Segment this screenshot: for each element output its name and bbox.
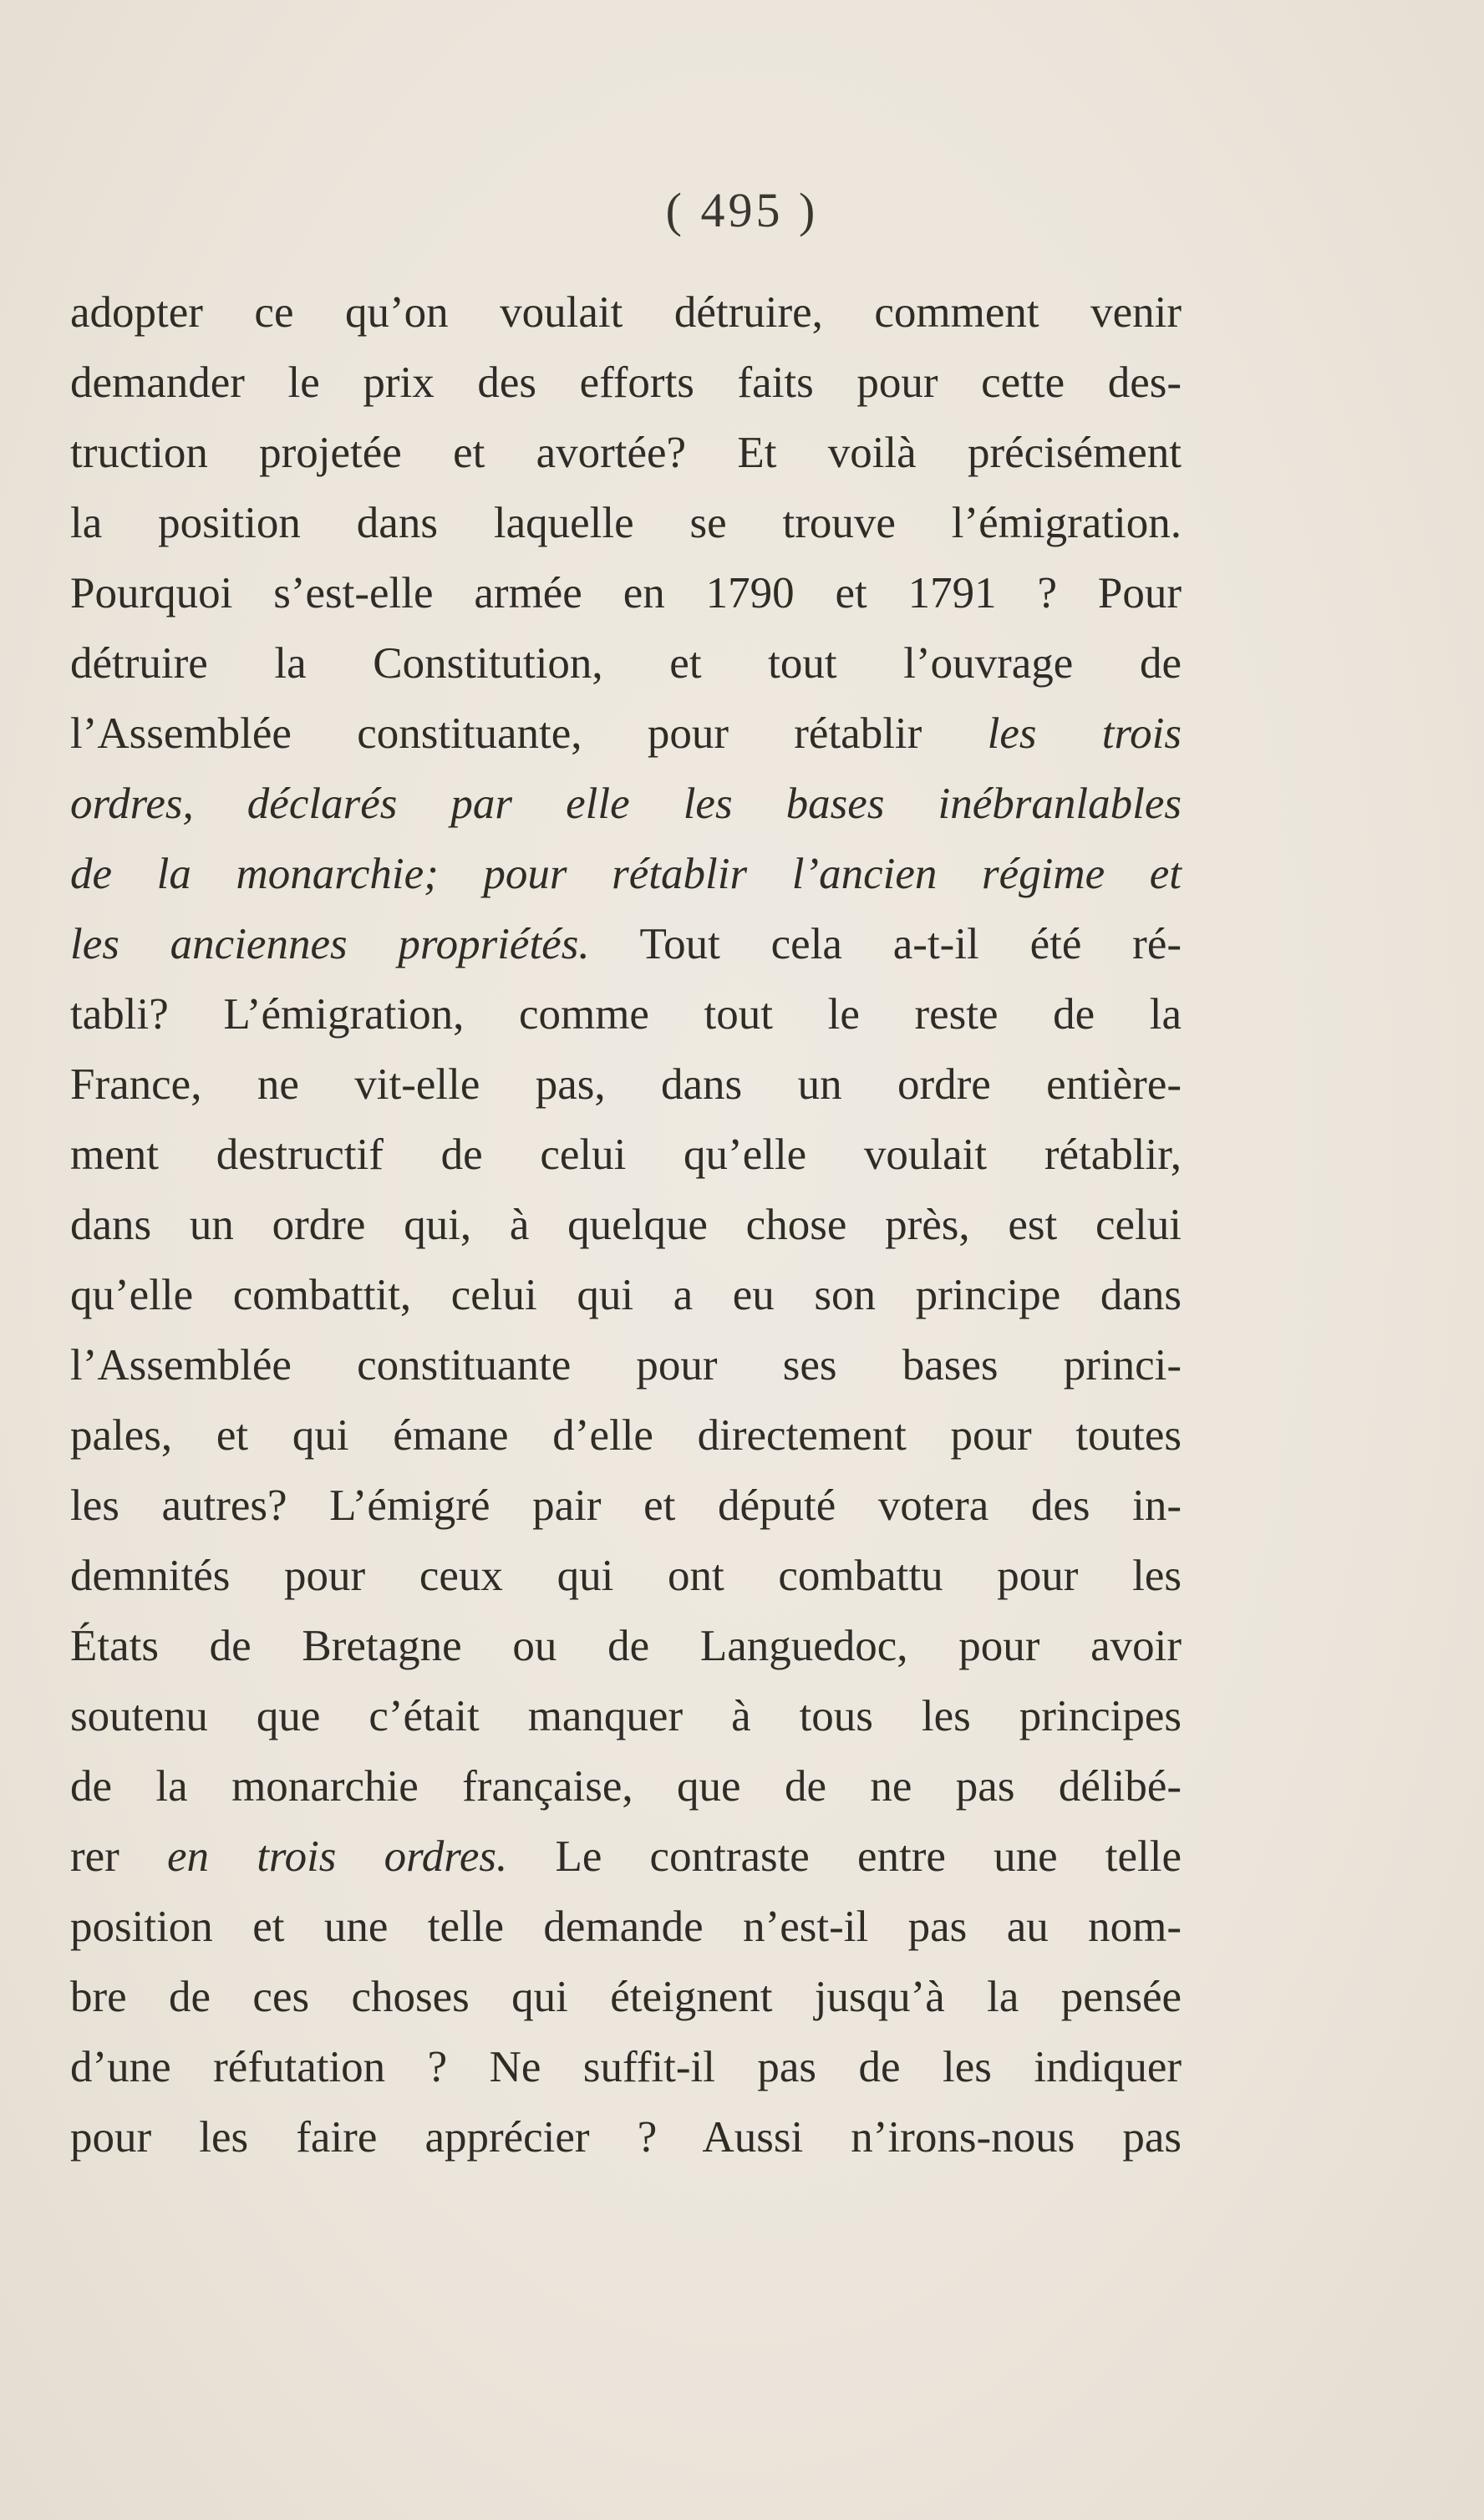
text-line bbox=[70, 1821, 1182, 1892]
text-run: détruire la Constitution, et tout l’ouvrage de bbox=[70, 639, 1182, 688]
text-run: les autres? L’émigré pair et député votera des in- bbox=[70, 1481, 1182, 1530]
text-run: demander le prix des efforts faits pour cette des- bbox=[70, 358, 1182, 407]
italic-text: ordres, déclarés par elle les bases inébranlables bbox=[70, 780, 1182, 828]
text-run: dans un ordre qui, à quelque chose près, est celui bbox=[70, 1201, 1182, 1249]
text-run: l’Assemblée constituante pour ses bases princi- bbox=[70, 1341, 1182, 1390]
text-line bbox=[70, 1330, 1182, 1400]
text-run: de la monarchie française, que de ne pas délibé- bbox=[70, 1762, 1182, 1811]
text-line bbox=[70, 1400, 1182, 1471]
text-line bbox=[70, 1049, 1182, 1120]
text-line bbox=[70, 1471, 1182, 1541]
text-run: la position dans laquelle se trouve l’émigration. bbox=[70, 499, 1182, 547]
text-run: demnités pour ceux qui ont combattu pour les bbox=[70, 1552, 1182, 1600]
text-run: Le contraste entre une telle bbox=[507, 1832, 1182, 1881]
text-line bbox=[70, 769, 1182, 839]
text-line bbox=[70, 1681, 1182, 1751]
text-line bbox=[70, 1962, 1182, 2032]
text-line bbox=[70, 348, 1182, 418]
text-line bbox=[70, 1751, 1182, 1821]
text-line bbox=[70, 488, 1182, 558]
text-line bbox=[70, 277, 1182, 348]
text-line bbox=[70, 418, 1182, 488]
text-run: France, ne vit-elle pas, dans un ordre entière- bbox=[70, 1060, 1182, 1109]
page-number: ( 495 ) bbox=[665, 183, 819, 237]
text-run: Tout cela a-t-il été ré- bbox=[589, 920, 1182, 968]
text-line bbox=[70, 1260, 1182, 1330]
italic-text: les anciennes propriétés. bbox=[70, 920, 590, 968]
text-line bbox=[70, 1892, 1182, 1962]
text-run: pour les faire apprécier ? Aussi n’irons-nous pas bbox=[70, 2113, 1182, 2162]
italic-text: les trois bbox=[987, 709, 1182, 758]
text-line bbox=[70, 2032, 1182, 2102]
text-run: rer bbox=[70, 1832, 167, 1881]
text-line bbox=[70, 1120, 1182, 1190]
text-line bbox=[70, 839, 1182, 909]
text-run: position et une telle demande n’est-il pas au nom- bbox=[70, 1903, 1182, 1951]
text-run: ment destructif de celui qu’elle voulait rétablir, bbox=[70, 1130, 1182, 1179]
text-line bbox=[70, 909, 1182, 979]
text-run: qu’elle combattit, celui qui a eu son principe dans bbox=[70, 1271, 1182, 1319]
text-line bbox=[70, 1541, 1182, 1611]
text-run: Pourquoi s’est-elle armée en 1790 et 1791 ? Pour bbox=[70, 569, 1182, 617]
text-line bbox=[70, 979, 1182, 1049]
text-line bbox=[70, 628, 1182, 699]
text-line bbox=[70, 699, 1182, 769]
text-line bbox=[70, 558, 1182, 628]
text-line bbox=[70, 1190, 1182, 1260]
text-run: l’Assemblée constituante, pour rétablir bbox=[70, 709, 988, 758]
text-run: d’une réfutation ? Ne suffit-il pas de les indiquer bbox=[70, 2043, 1182, 2091]
text-line bbox=[70, 2102, 1182, 2172]
text-line bbox=[70, 1611, 1182, 1681]
text-run: tabli? L’émigration, comme tout le reste de la bbox=[70, 990, 1182, 1039]
text-run: pales, et qui émane d’elle directement pour toutes bbox=[70, 1411, 1182, 1460]
text-run: bre de ces choses qui éteignent jusqu’à la pensée bbox=[70, 1973, 1182, 2021]
text-run: adopter ce qu’on voulait détruire, comment venir bbox=[70, 288, 1182, 337]
text-run: États de Bretagne ou de Languedoc, pour avoir bbox=[70, 1622, 1182, 1670]
text-run: truction projetée et avortée? Et voilà précisément bbox=[70, 429, 1182, 477]
italic-text: de la monarchie; pour rétablir l’ancien régime et bbox=[70, 850, 1182, 898]
italic-text: en trois ordres. bbox=[167, 1832, 508, 1881]
body-text bbox=[70, 277, 1182, 2172]
text-run: soutenu que c’était manquer à tous les principes bbox=[70, 1692, 1182, 1740]
